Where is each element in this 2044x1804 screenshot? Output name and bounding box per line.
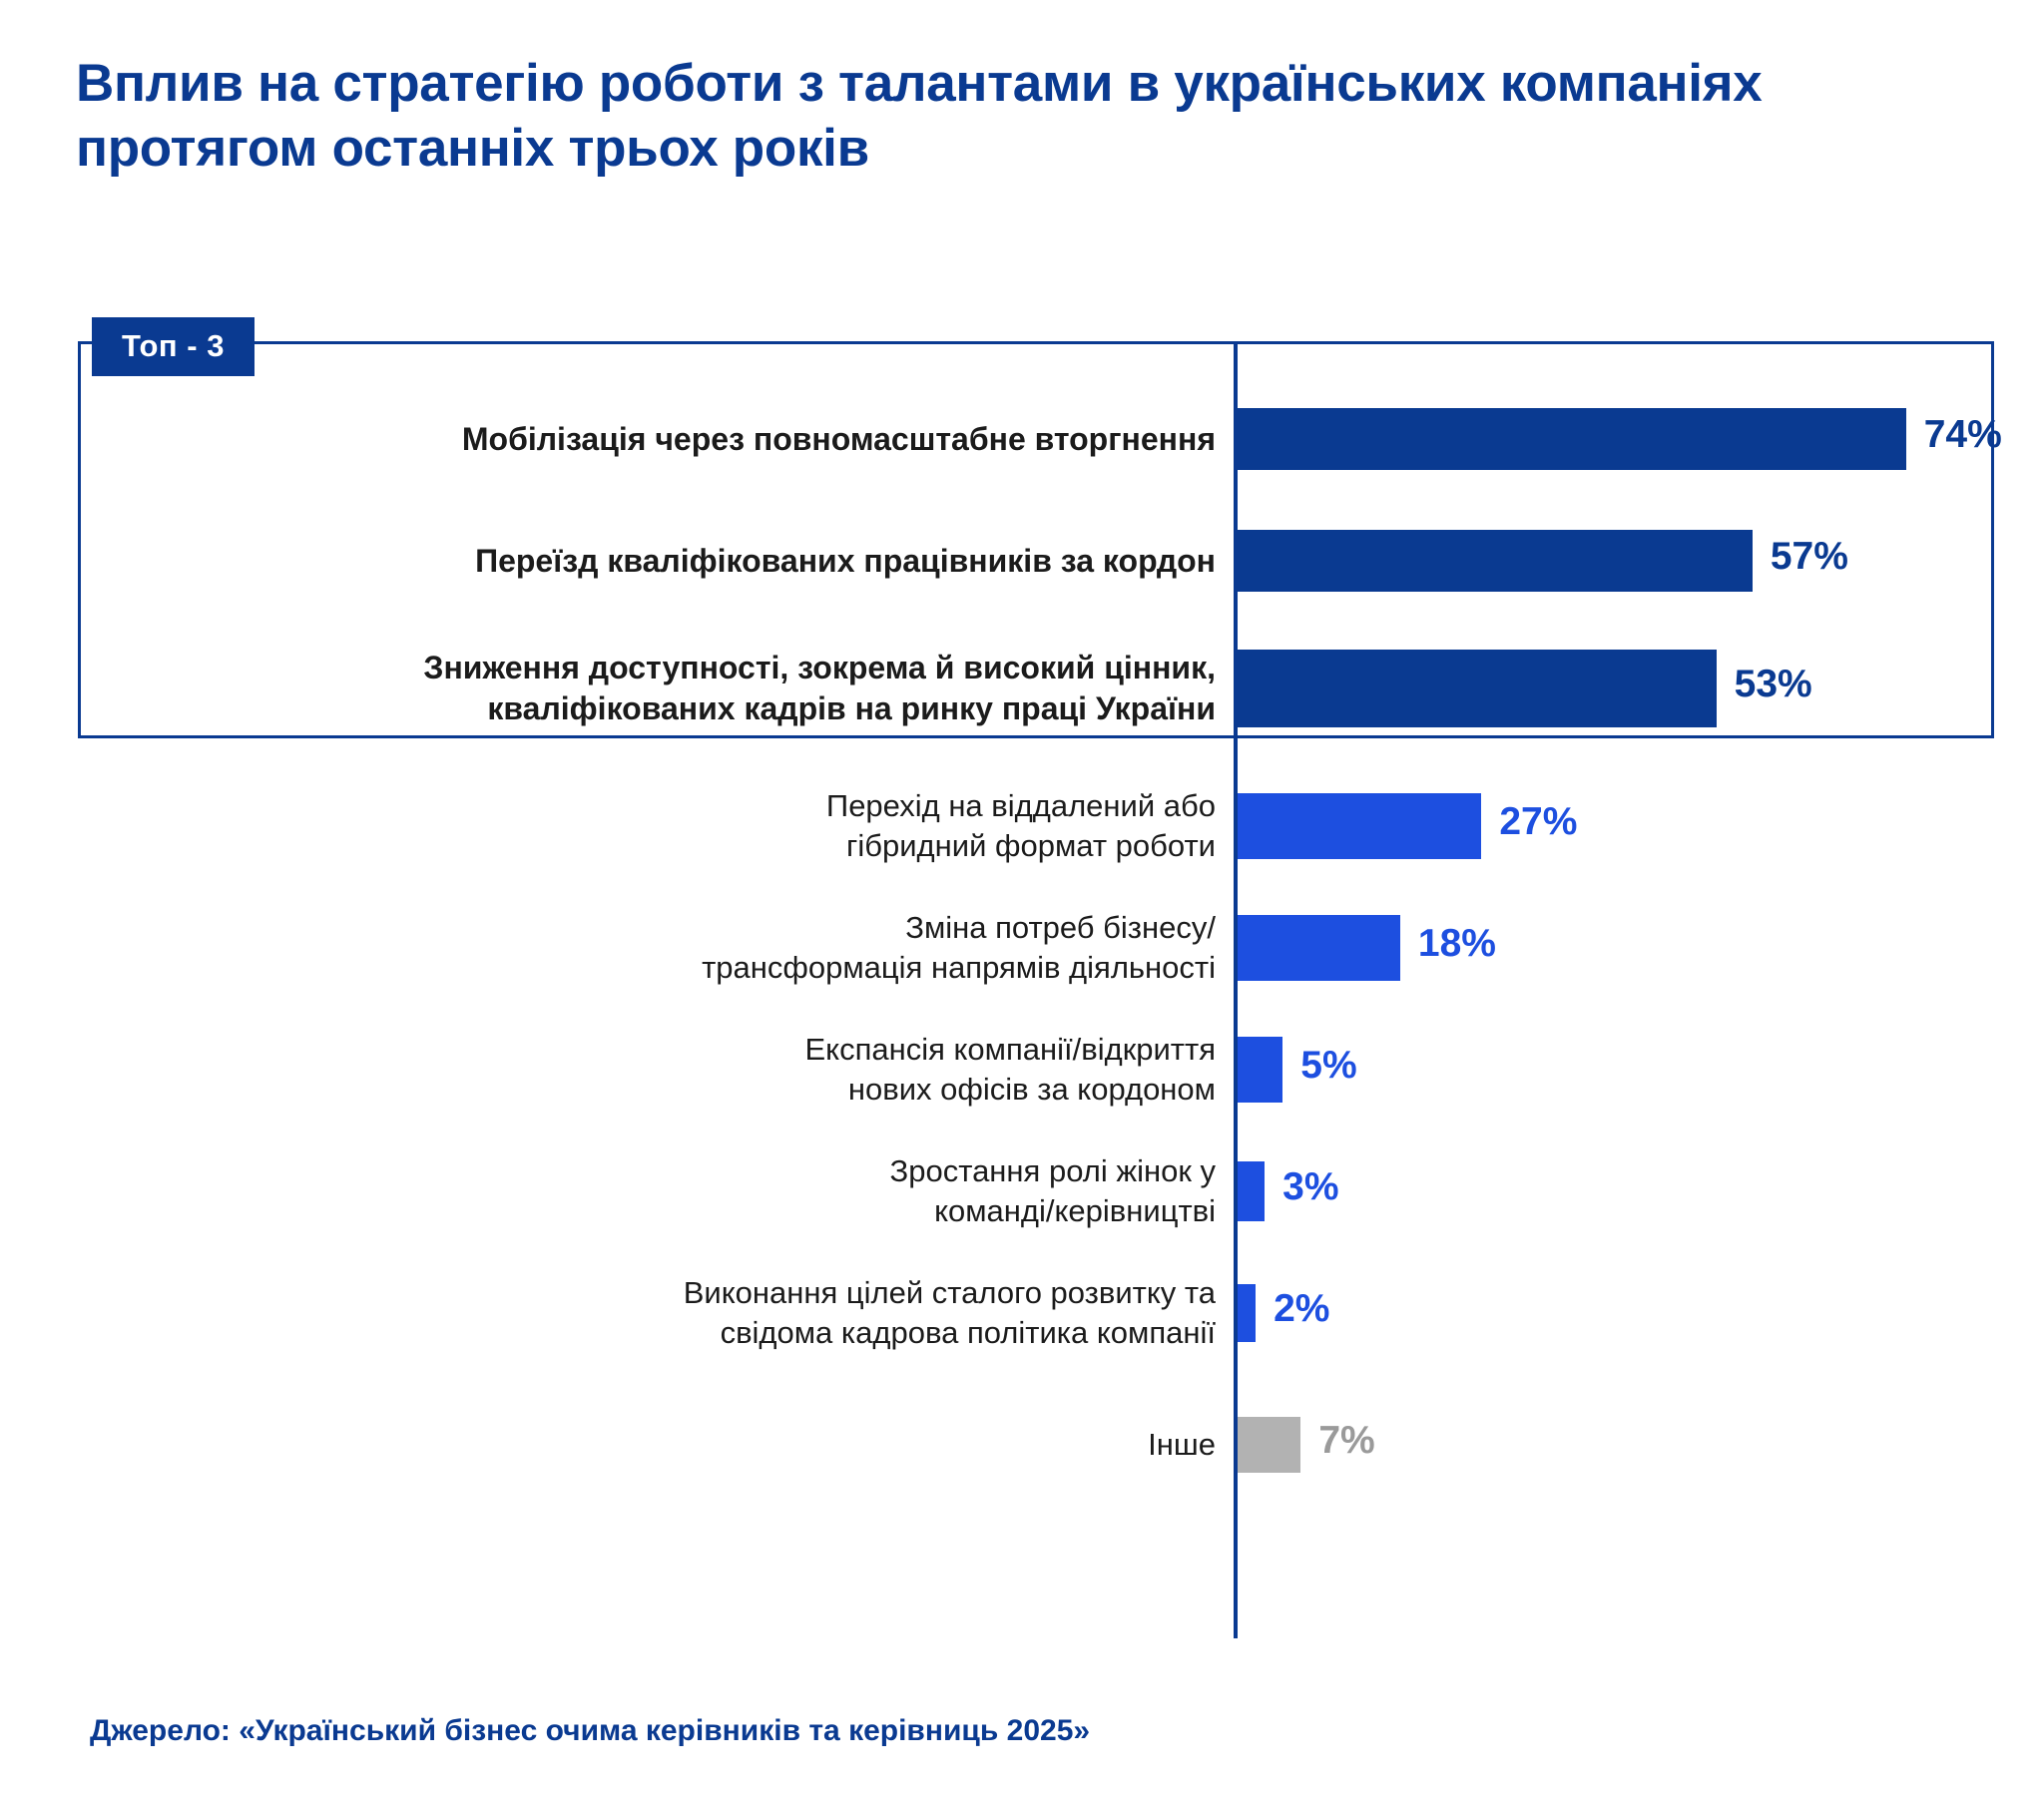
bar-label-line: команді/керівництві: [934, 1193, 1216, 1228]
bar-label-line: Зниження доступності, зокрема й високий цінник,: [423, 650, 1216, 686]
bar-value-label: 74%: [1923, 413, 2002, 456]
bar-label: [136, 620, 1234, 757]
bar-row: [40, 1007, 1996, 1132]
bar-label-line: нових офісів за кордоном: [847, 1072, 1216, 1107]
bar-label: [136, 1387, 1234, 1503]
bar-row: [40, 1387, 1996, 1503]
bar-label: [136, 885, 1234, 1011]
bar-value-label: 18%: [1417, 922, 1496, 965]
bar-row: [40, 1254, 1996, 1372]
bar-row: [40, 620, 1996, 757]
bar-value-label: 53%: [1734, 663, 1812, 705]
bar-value-label: 27%: [1499, 800, 1578, 843]
bar-label: [136, 1007, 1234, 1132]
bar-row: [40, 1131, 1996, 1251]
bar-row: [40, 763, 1996, 889]
bar-row: [40, 500, 1996, 622]
bar-label-line: Зміна потреб бізнесу/: [905, 910, 1216, 946]
bar-row: [40, 885, 1996, 1011]
bar-label: [136, 378, 1234, 500]
bar-label-line: гібридний формат роботи: [846, 828, 1216, 863]
bar-label-line: Переїзд кваліфікованих працівників за кордон: [475, 542, 1216, 579]
bar: [1238, 1417, 1300, 1473]
bar: [1238, 1037, 1282, 1103]
bar: [1238, 915, 1400, 981]
bar: [1238, 793, 1481, 859]
bar: [1238, 530, 1753, 592]
bar-label-line: Інше: [1148, 1427, 1216, 1463]
bar-label: [136, 500, 1234, 622]
bar-label: [136, 763, 1234, 889]
bar-label: [136, 1254, 1234, 1372]
bar-value-label: 2%: [1274, 1287, 1330, 1330]
bar-label-line: Експансія компанії/відкриття: [804, 1032, 1216, 1068]
bar-label-line: свідома кадрова політика компанії: [720, 1315, 1216, 1350]
bar-label-line: Виконання цілей сталого розвитку та: [683, 1275, 1216, 1311]
bar-row: [40, 378, 2002, 500]
bar: [1238, 408, 1906, 470]
page-title: Вплив на стратегію роботи з талантами в українських компаніях протягом останніх трьох років: [76, 54, 1763, 178]
bar-value-label: 3%: [1282, 1165, 1339, 1208]
source-note: Джерело: «Український бізнес очима керівників та керівниць 2025»: [90, 1714, 1091, 1747]
bar: [1238, 1161, 1265, 1221]
bar-value-label: 57%: [1770, 535, 1848, 578]
bar-value-label: 5%: [1300, 1044, 1357, 1087]
bar: [1238, 650, 1717, 727]
bar-label-line: Мобілізація через повномасштабне вторгнення: [461, 420, 1216, 457]
bar-value-label: 7%: [1318, 1419, 1375, 1462]
bar-label-line: трансформація напрямів діяльності: [702, 950, 1216, 985]
top3-badge: Топ - 3: [92, 317, 255, 376]
bar-chart: [40, 299, 2002, 1676]
bar-label-line: Перехід на віддалений або: [825, 788, 1216, 824]
bar-label-line: Зростання ролі жінок у: [889, 1153, 1216, 1189]
bar: [1238, 1284, 1256, 1342]
bar-label-line: кваліфікованих кадрів на ринку праці України: [487, 690, 1216, 726]
bar-label: [136, 1131, 1234, 1251]
